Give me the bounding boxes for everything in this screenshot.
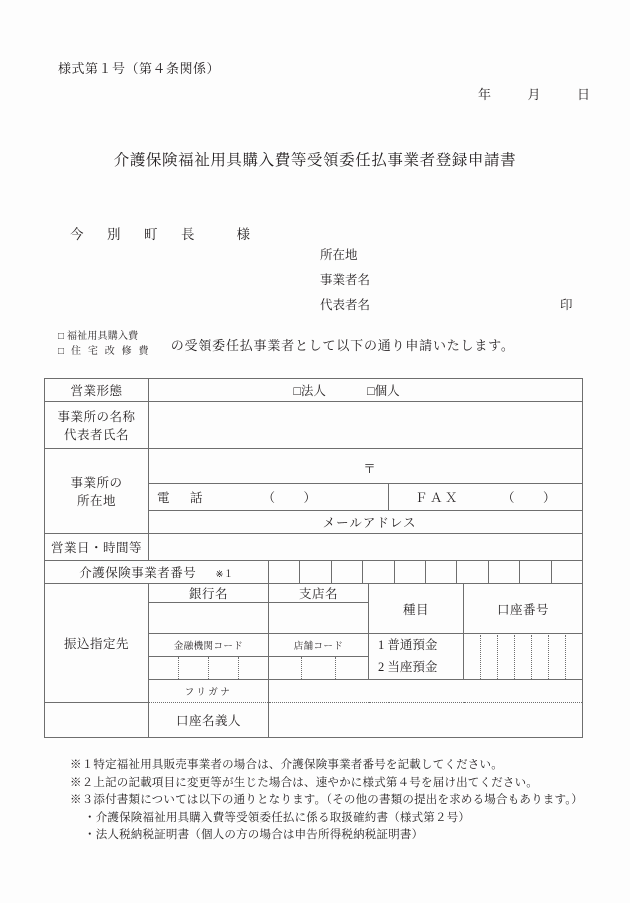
provider-number-label-cell [45, 561, 269, 584]
provider-number-box[interactable] [269, 561, 300, 583]
provider-number-label: 介護保険事業者番号 [79, 566, 197, 580]
provider-number-box[interactable] [363, 561, 394, 583]
provider-number-cells[interactable] [269, 561, 583, 584]
telephone-cell[interactable] [149, 484, 389, 511]
telephone-paren: （ ） [262, 491, 325, 505]
account-type-option-1-cell[interactable] [369, 634, 464, 657]
office-name-label-line2: 代表者氏名 [63, 428, 129, 442]
fax-paren: （ ） [502, 491, 564, 505]
table-row-account-holder [45, 703, 583, 738]
office-name-label-cell [45, 402, 149, 449]
provider-number-box[interactable] [426, 561, 457, 583]
furigana-input-cell[interactable] [269, 680, 583, 703]
branch-code-box[interactable] [269, 657, 302, 679]
table-row-business-days [45, 534, 583, 561]
footnote-2: ※２上記の記載項目に変更等が生じた場合は、速やかに様式第４号を届け出てください。 [70, 776, 538, 789]
account-type-option-2: 2 当座預金 [378, 660, 438, 675]
account-number-grid [464, 635, 582, 679]
account-type-option-1: 1 普通預金 [378, 637, 438, 652]
date-day-label: 日 [577, 87, 591, 102]
applicant-representative-row [320, 293, 573, 318]
branch-name-label-cell: 支店名 [269, 584, 369, 603]
table-row-office-address-postal [45, 449, 583, 484]
account-holder-label-cell: 口座名義人 [149, 703, 269, 738]
date-month-label: 月 [527, 87, 541, 102]
bank-name-input-cell[interactable] [149, 603, 269, 634]
transfer-destination-label-cell [45, 584, 149, 703]
office-name-label-line1: 事業所の名称 [57, 410, 136, 424]
seal-mark: 印 [560, 298, 573, 312]
date-year-label: 年 [478, 87, 492, 102]
footnote-1: ※１特定福祉用具販売事業者の場合は、介護保険事業者番号を記載してください。 [70, 759, 503, 771]
account-number-box[interactable] [481, 635, 498, 679]
fax-label: ＦＡＸ [415, 491, 461, 505]
account-number-box[interactable] [566, 635, 582, 679]
bank-code-box[interactable] [209, 657, 239, 679]
office-address-label-cell [45, 449, 149, 534]
table-row-business-type [45, 379, 583, 402]
account-type-option-2-cell[interactable] [369, 657, 464, 680]
footnote-3-item-1: ・介護保険福祉用具購入費等受領委任払に係る取扱確約書（様式第２号） [84, 811, 471, 824]
footnote-3-item-2: ・法人税納税証明書（個人の方の場合は申告所得税納税証明書） [84, 829, 424, 841]
bank-code-label-cell: 金融機関コード [149, 634, 269, 657]
account-number-box[interactable] [515, 635, 532, 679]
date-line [478, 84, 590, 103]
table-row-office-name [45, 402, 583, 449]
business-type-value-cell [149, 379, 583, 402]
mail-address-cell[interactable] [149, 511, 583, 534]
provider-number-box[interactable] [300, 561, 331, 583]
branch-code-box[interactable] [336, 657, 368, 679]
form-number: 様式第１号（第４条関係） [58, 61, 221, 76]
office-address-label-line1: 事業所の [70, 476, 123, 490]
applicant-block [320, 243, 573, 318]
mail-address-label: メールアドレス [322, 516, 417, 530]
branch-code-cells[interactable] [269, 657, 369, 680]
account-number-box[interactable] [532, 635, 549, 679]
application-intro [58, 329, 515, 359]
office-address-label-line2: 所在地 [76, 494, 116, 508]
applicant-address-label: 所在地 [320, 248, 358, 262]
applicant-business-name-label: 事業者名 [320, 273, 371, 287]
office-name-input-cell[interactable] [149, 402, 583, 449]
provider-number-box[interactable] [457, 561, 488, 583]
provider-number-box[interactable] [520, 561, 551, 583]
bank-code-box[interactable] [149, 657, 179, 679]
checkbox-individual[interactable]: □個人 [367, 384, 400, 398]
account-type-label-cell: 種目 [369, 584, 464, 634]
applicant-representative-label: 代表者名 [320, 298, 371, 312]
transfer-destination-spacer-cell [45, 703, 149, 738]
footnote-3: ※３添付書類については以下の通りとなります。（その他の書類の提出を求める場合もあります。） [70, 794, 583, 806]
bank-name-label-cell: 銀行名 [149, 584, 269, 603]
branch-code-grid [269, 657, 368, 679]
branch-code-label-cell: 店舗コード [269, 634, 369, 657]
account-number-box[interactable] [498, 635, 515, 679]
account-number-box[interactable] [549, 635, 566, 679]
furigana-label-cell: フリガナ [149, 680, 269, 703]
business-type-label-cell: 営業形態 [45, 379, 149, 402]
bank-code-cells[interactable] [149, 657, 269, 680]
checkbox-jutaku-kaishu[interactable]: □ 住 宅 改 修 費 [58, 345, 151, 357]
application-form-table [44, 378, 583, 738]
provider-number-box[interactable] [489, 561, 520, 583]
fax-cell[interactable] [389, 484, 583, 511]
bank-code-box[interactable] [179, 657, 209, 679]
account-holder-input-cell[interactable] [269, 703, 583, 738]
checkbox-fukushi-yogu[interactable]: □ 福祉用具購入費 [58, 331, 139, 342]
applicant-business-name-row [320, 268, 370, 293]
bank-code-grid [149, 657, 268, 679]
provider-number-note-mark: ※１ [215, 570, 234, 580]
account-number-cells[interactable] [464, 634, 583, 680]
postal-code-mark: 〒 [363, 462, 376, 476]
transfer-destination-label: 振込指定先 [63, 637, 129, 651]
account-number-box[interactable] [464, 635, 481, 679]
applicant-address-row [320, 243, 370, 268]
provider-number-box[interactable] [552, 561, 582, 583]
provider-number-box[interactable] [395, 561, 426, 583]
footnotes [70, 757, 583, 845]
provider-number-box[interactable] [332, 561, 363, 583]
account-number-label-cell: 口座番号 [464, 584, 583, 634]
branch-code-box[interactable] [302, 657, 335, 679]
table-row-bank-header [45, 584, 583, 603]
branch-name-input-cell[interactable] [269, 603, 369, 634]
table-row-provider-number [45, 561, 583, 584]
telephone-inner [149, 488, 388, 506]
bank-code-box[interactable] [239, 657, 268, 679]
office-address-postal-cell[interactable] [149, 449, 583, 484]
business-days-input-cell[interactable] [149, 534, 583, 561]
addressee-line: 今 別 町 長 様 [70, 227, 255, 242]
business-days-label-cell: 営業日・時間等 [45, 534, 149, 561]
intro-statement: の受領委任払事業者として以下の通り申請いたします。 [170, 337, 515, 353]
document-title: 介護保険福祉用具購入費等受領委任払事業者登録申請書 [113, 152, 517, 169]
checkbox-corporation[interactable]: □法人 [293, 384, 326, 398]
provider-number-grid [269, 561, 582, 583]
fax-inner [389, 488, 582, 506]
intro-checkbox-group [58, 329, 151, 359]
telephone-label: 電 話 [157, 491, 207, 505]
